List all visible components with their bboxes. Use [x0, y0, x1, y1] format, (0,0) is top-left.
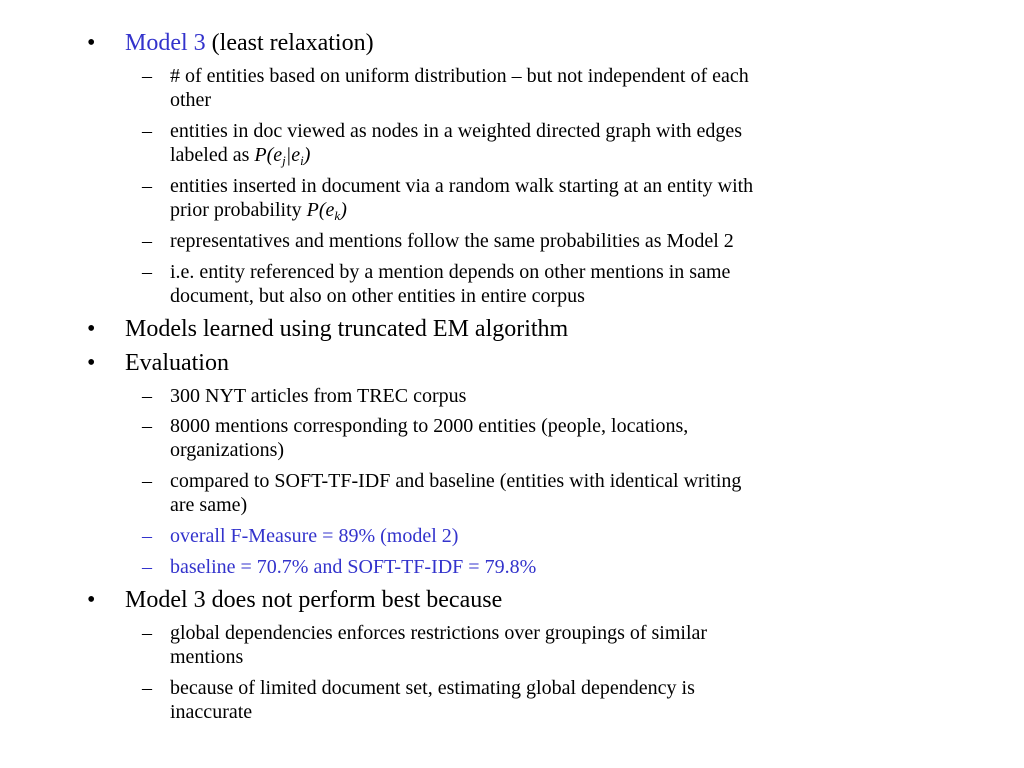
sub-item-line: 8000 mentions corresponding to 2000 entities (people, locations,	[170, 415, 689, 437]
sub-item-line: baseline = 70.7% and SOFT-TF-IDF = 79.8%	[170, 556, 537, 578]
sub-item-line	[170, 143, 930, 167]
sub-item-f-measure	[142, 524, 930, 548]
sub-item-mentions-count	[142, 414, 930, 462]
sub-item-compared-to	[142, 469, 930, 517]
dash-icon: –	[142, 677, 152, 699]
bullet-text: Evaluation	[125, 350, 229, 376]
dash-icon: –	[142, 65, 152, 87]
sub-item-uniform-distribution	[142, 64, 930, 112]
sub-item-line: inaccurate	[170, 701, 253, 723]
dash-icon: –	[142, 470, 152, 492]
dash-icon: –	[142, 385, 152, 407]
sub-item-line	[170, 198, 930, 222]
bullet-icon: •	[87, 587, 96, 613]
bullet-icon: •	[87, 350, 96, 376]
sub-item-line: are same)	[170, 494, 248, 516]
sub-item-line: 300 NYT articles from TREC corpus	[170, 385, 467, 407]
formula-p-ek: $P(e_k)$	[306, 199, 347, 223]
sub-item-line: other	[170, 89, 212, 111]
sub-item-weighted-graph	[142, 119, 930, 168]
sub-item-representatives	[142, 229, 930, 253]
sub-item-random-walk	[142, 174, 930, 223]
dash-icon: –	[142, 230, 152, 252]
sub-item-line: global dependencies enforces restrictions over groupings of similar	[170, 622, 708, 644]
dash-icon: –	[142, 120, 152, 142]
sub-item-line: mentions	[170, 646, 244, 668]
formula-p-ej-given-ei: $P(e_j|e_i)$	[254, 144, 311, 168]
bullet-model-3-not-best	[87, 587, 503, 613]
sub-item-line: i.e. entity referenced by a mention depends on other mentions in same	[170, 261, 731, 283]
dash-icon: –	[142, 525, 152, 547]
bullet-text: Model 3 does not perform best because	[125, 587, 503, 613]
sub-item-line: entities inserted in document via a random walk starting at an entity with	[170, 175, 754, 197]
bullet-icon: •	[87, 316, 96, 342]
dash-icon: –	[142, 556, 152, 578]
sub-item-line: representatives and mentions follow the same probabilities as Model 2	[170, 230, 734, 252]
sub-item-line-text: prior probability	[170, 199, 307, 221]
sub-item-line: document, but also on other entities in entire corpus	[170, 285, 585, 307]
sub-item-line: because of limited document set, estimating global dependency is	[170, 677, 695, 699]
bullet-models-learned	[87, 316, 569, 342]
sub-item-line: # of entities based on uniform distribution – but not independent of each	[170, 65, 749, 87]
dash-icon: –	[142, 175, 152, 197]
dash-icon: –	[142, 415, 152, 437]
sub-item-line: organizations)	[170, 439, 285, 461]
sub-item-entity-referenced	[142, 260, 930, 308]
bullet-text: Models learned using truncated EM algorithm	[125, 316, 569, 342]
bullet-evaluation	[87, 350, 229, 376]
sub-item-line: compared to SOFT-TF-IDF and baseline (entities with identical writing	[170, 470, 742, 492]
bullet-model-3	[87, 30, 374, 56]
dash-icon: –	[142, 622, 152, 644]
model-3-title: Model 3	[125, 30, 206, 56]
sub-item-nyt-articles	[142, 384, 930, 408]
sub-item-line: overall F-Measure = 89% (model 2)	[170, 525, 459, 547]
model-3-title-rest: (least relaxation)	[205, 30, 374, 56]
bullet-icon: •	[87, 30, 96, 56]
sub-item-baseline-scores	[142, 555, 930, 579]
sub-item-global-dependencies	[142, 621, 930, 669]
sub-item-line-text: labeled as	[170, 144, 255, 166]
sub-item-line: entities in doc viewed as nodes in a weighted directed graph with edges	[170, 120, 743, 142]
sub-item-limited-document-set	[142, 676, 930, 724]
dash-icon: –	[142, 261, 152, 283]
